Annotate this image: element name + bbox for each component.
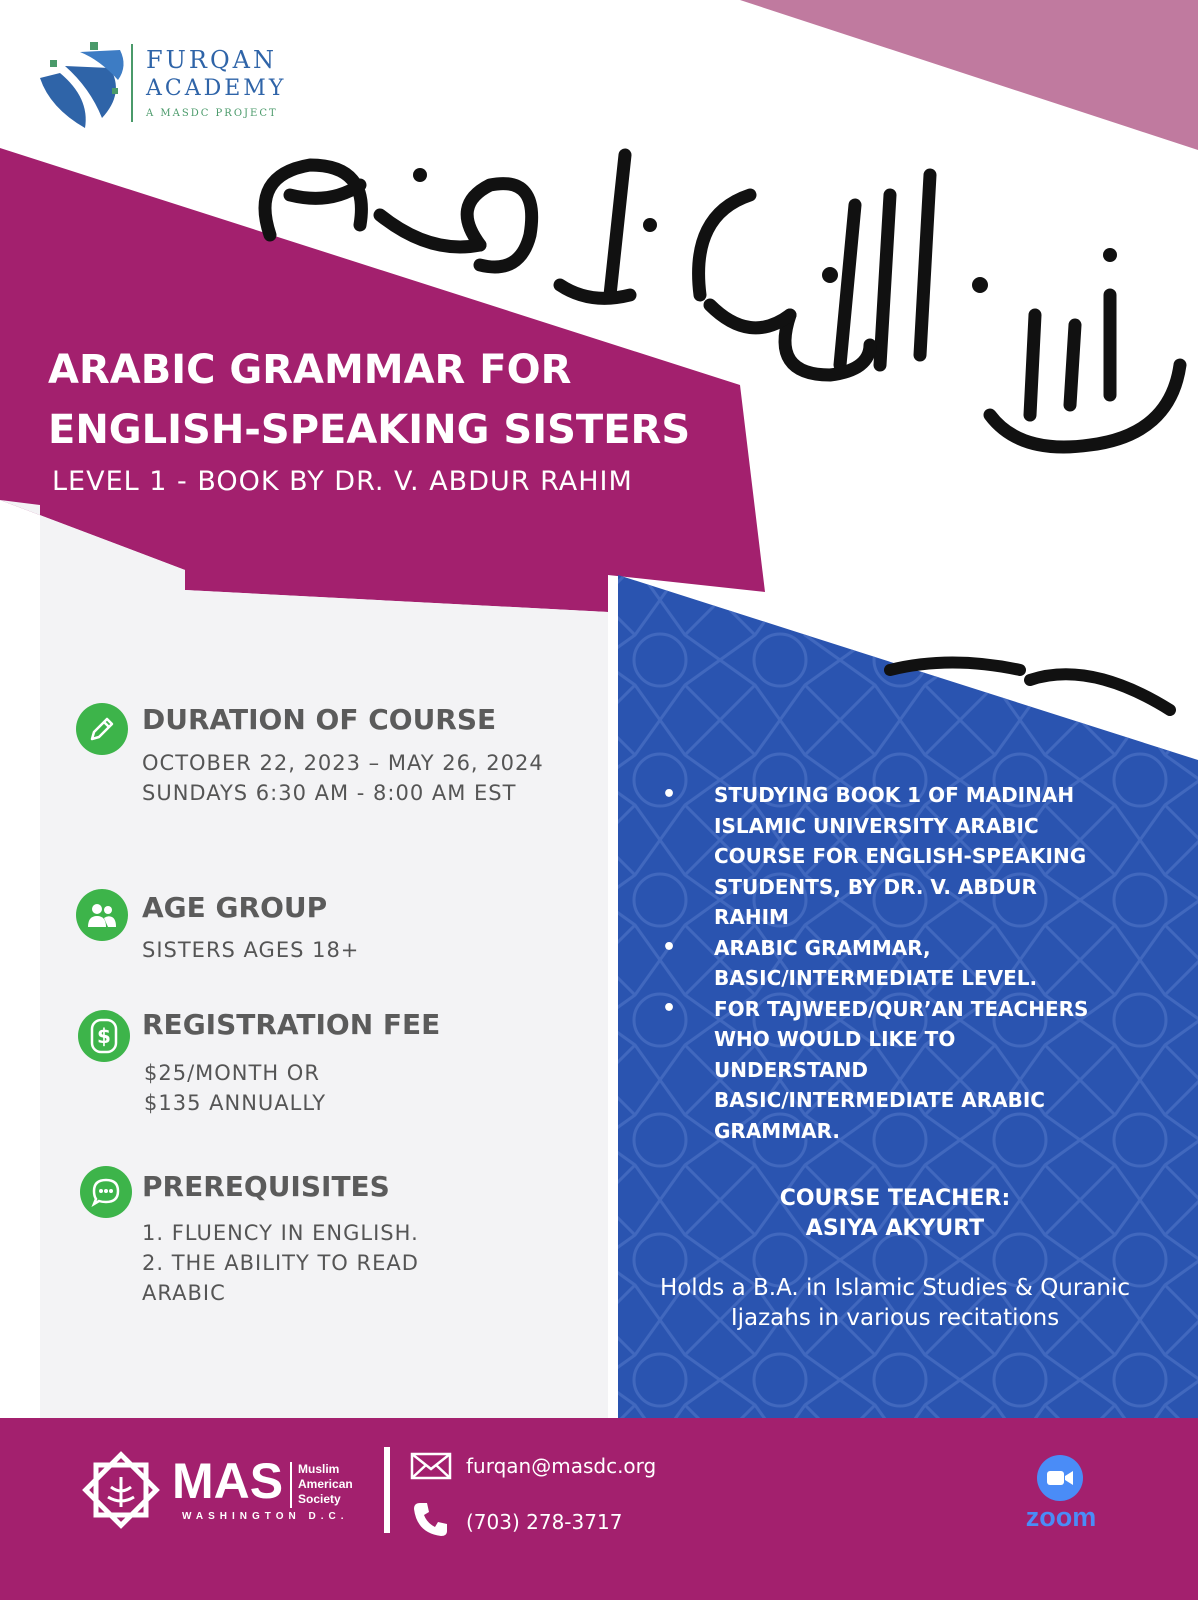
course-info-item: • FOR TAJWEED/QUR’AN TEACHERS WHO WOULD LIKE TO UNDERSTAND BASIC/INTERMEDIATE ARABIC GRAMMAR.	[662, 994, 1112, 1147]
course-subtitle: LEVEL 1 - BOOK BY DR. V. ABDUR RAHIM	[52, 466, 633, 497]
calligraphy-fragment	[870, 650, 1198, 730]
teacher-block	[620, 1184, 1170, 1244]
mas-divider	[290, 1462, 292, 1508]
mas-logo-icon	[78, 1447, 164, 1533]
age-text: SISTERS AGES 18+	[142, 938, 360, 962]
logo-name-line1: FURQAN	[146, 46, 277, 74]
age-label: AGE GROUP	[142, 891, 328, 924]
fee-label: REGISTRATION FEE	[142, 1008, 441, 1041]
chat-icon	[80, 1166, 132, 1218]
mas-location: WASHINGTON D.C.	[182, 1511, 349, 1522]
logo-tagline: A MASDC PROJECT	[146, 108, 278, 119]
phone-icon	[412, 1500, 450, 1538]
teacher-bio: Holds a B.A. in Islamic Studies & Quranic Ijazahs in various recitations	[659, 1275, 1131, 1331]
logo-name-line2: ACADEMY	[146, 76, 287, 101]
mas-abbr: MAS	[172, 1453, 284, 1509]
pencil-icon	[76, 703, 128, 755]
phone-link[interactable]: (703) 278-3717	[466, 1510, 623, 1534]
course-title: ARABIC GRAMMAR FOR ENGLISH-SPEAKING SISTERS	[48, 347, 691, 453]
course-info-item: • ARABIC GRAMMAR, BASIC/INTERMEDIATE LEVEL.	[662, 933, 1112, 994]
mas-name-line: Society	[298, 1492, 341, 1506]
duration-text: OCTOBER 22, 2023 – MAY 26, 2024 SUNDAYS 6:30 AM - 8:00 AM EST	[142, 751, 544, 805]
email-link[interactable]: furqan@masdc.org	[466, 1454, 657, 1478]
course-info-item: • STUDYING BOOK 1 OF MADINAH ISLAMIC UNIVERSITY ARABIC COURSE FOR ENGLISH-SPEAKING STUDENTS, BY DR. V. ABDUR RAHIM	[662, 780, 1112, 933]
mas-name-line: Muslim	[298, 1462, 340, 1476]
duration-label: DURATION OF COURSE	[142, 703, 497, 736]
furqan-logo-icon	[30, 38, 130, 134]
logo-divider	[131, 44, 133, 122]
zoom-label: zoom	[1025, 1502, 1097, 1532]
fee-text: $25/MONTH OR $135 ANNUALLY	[144, 1061, 327, 1115]
furqan-logo	[30, 38, 130, 134]
users-icon	[76, 889, 128, 941]
teacher-label: COURSE TEACHER:	[779, 1186, 1011, 1211]
prereq-label: PREREQUISITES	[142, 1170, 390, 1203]
course-info-list	[662, 780, 1112, 1146]
prereq-text: 1. FLUENCY IN ENGLISH. 2. THE ABILITY TO READ ARABIC	[142, 1221, 419, 1305]
envelope-icon	[410, 1452, 452, 1480]
footer-divider	[384, 1447, 390, 1533]
mas-full-name	[298, 1462, 353, 1507]
zoom-icon	[1037, 1455, 1083, 1501]
svg-text:$: $	[97, 1024, 111, 1048]
mas-name-line: American	[298, 1477, 353, 1491]
teacher-name: ASIYA AKYURT	[805, 1216, 985, 1241]
dollar-icon	[78, 1010, 130, 1062]
